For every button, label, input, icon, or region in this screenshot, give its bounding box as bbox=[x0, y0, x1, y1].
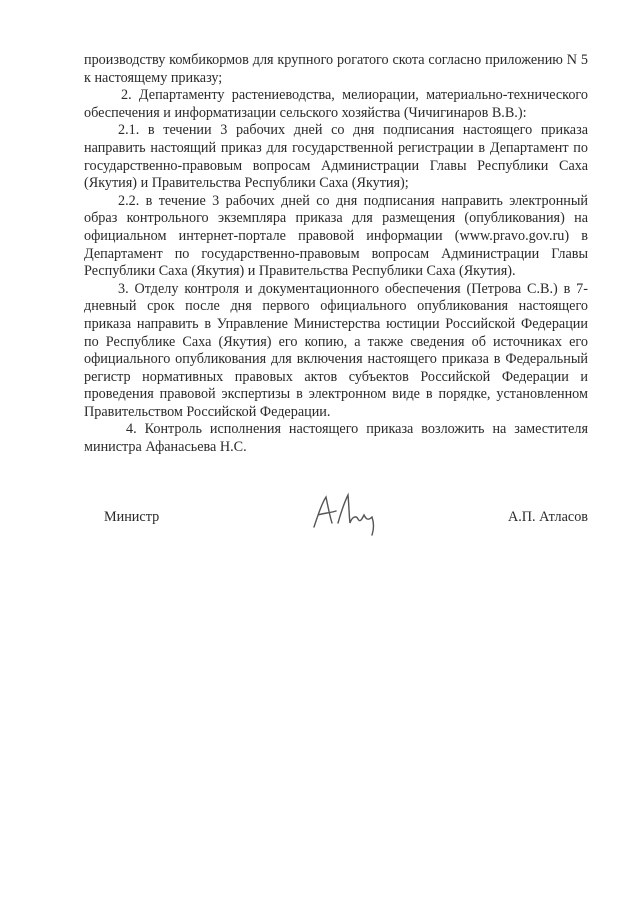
signer-name: А.П. Атласов bbox=[508, 509, 588, 525]
paragraph-continuation: производству комбикормов для крупного рогатого скота согласно приложению N 5 к настоящему приказу; bbox=[84, 52, 588, 86]
signer-position: Министр bbox=[104, 509, 160, 525]
paragraph-item-4: 4. Контроль исполнения настоящего приказа возложить на заместителя министра Афанасьева Н.С. bbox=[84, 421, 588, 456]
handwritten-signature bbox=[304, 489, 384, 539]
signature-block bbox=[104, 503, 588, 543]
paragraph-item-2: 2. Департаменту растениеводства, мелиорации, материально-технического обеспечения и информатизации сельского хозяйства (Чичигинаров В.В.): bbox=[84, 87, 588, 121]
paragraph-item-2-1: 2.1. в течении 3 рабочих дней со дня подписания настоящего приказа направить настоящий приказ для государственной регистрации в Департамент по государственно-правовым вопросам Администрации Главы Республики Саха (Якутия) и Правительства Республики Саха (Якутия); bbox=[84, 122, 588, 192]
document-body bbox=[84, 52, 588, 457]
paragraph-item-2-2: 2.2. в течение 3 рабочих дней со дня подписания направить электронный образ контрольного экземпляра приказа для размещения (опубликования) на официальном интернет-портале правовой информации (www.pravo.gov.ru) в Департамент по государственно-правовым вопросам Администрации Главы Республики Саха (Якутия) и Правительства Республики Саха (Якутия). bbox=[84, 192, 588, 280]
paragraph-item-3: 3. Отделу контроля и документационного обеспечения (Петрова С.В.) в 7-дневный срок после дня первого официального опубликования настоящего приказа направить в Управление Министерства юстиции Российской Федерации по Республике Саха (Якутия) его копию, а также сведения об источниках его официального опубликования для включения настоящего приказа в Федеральный регистр нормативных правовых актов субъектов Российской Федерации и проведения правовой экспертизы в электронном виде в порядке, установленном Правительством Российской Федерации. bbox=[84, 280, 588, 420]
